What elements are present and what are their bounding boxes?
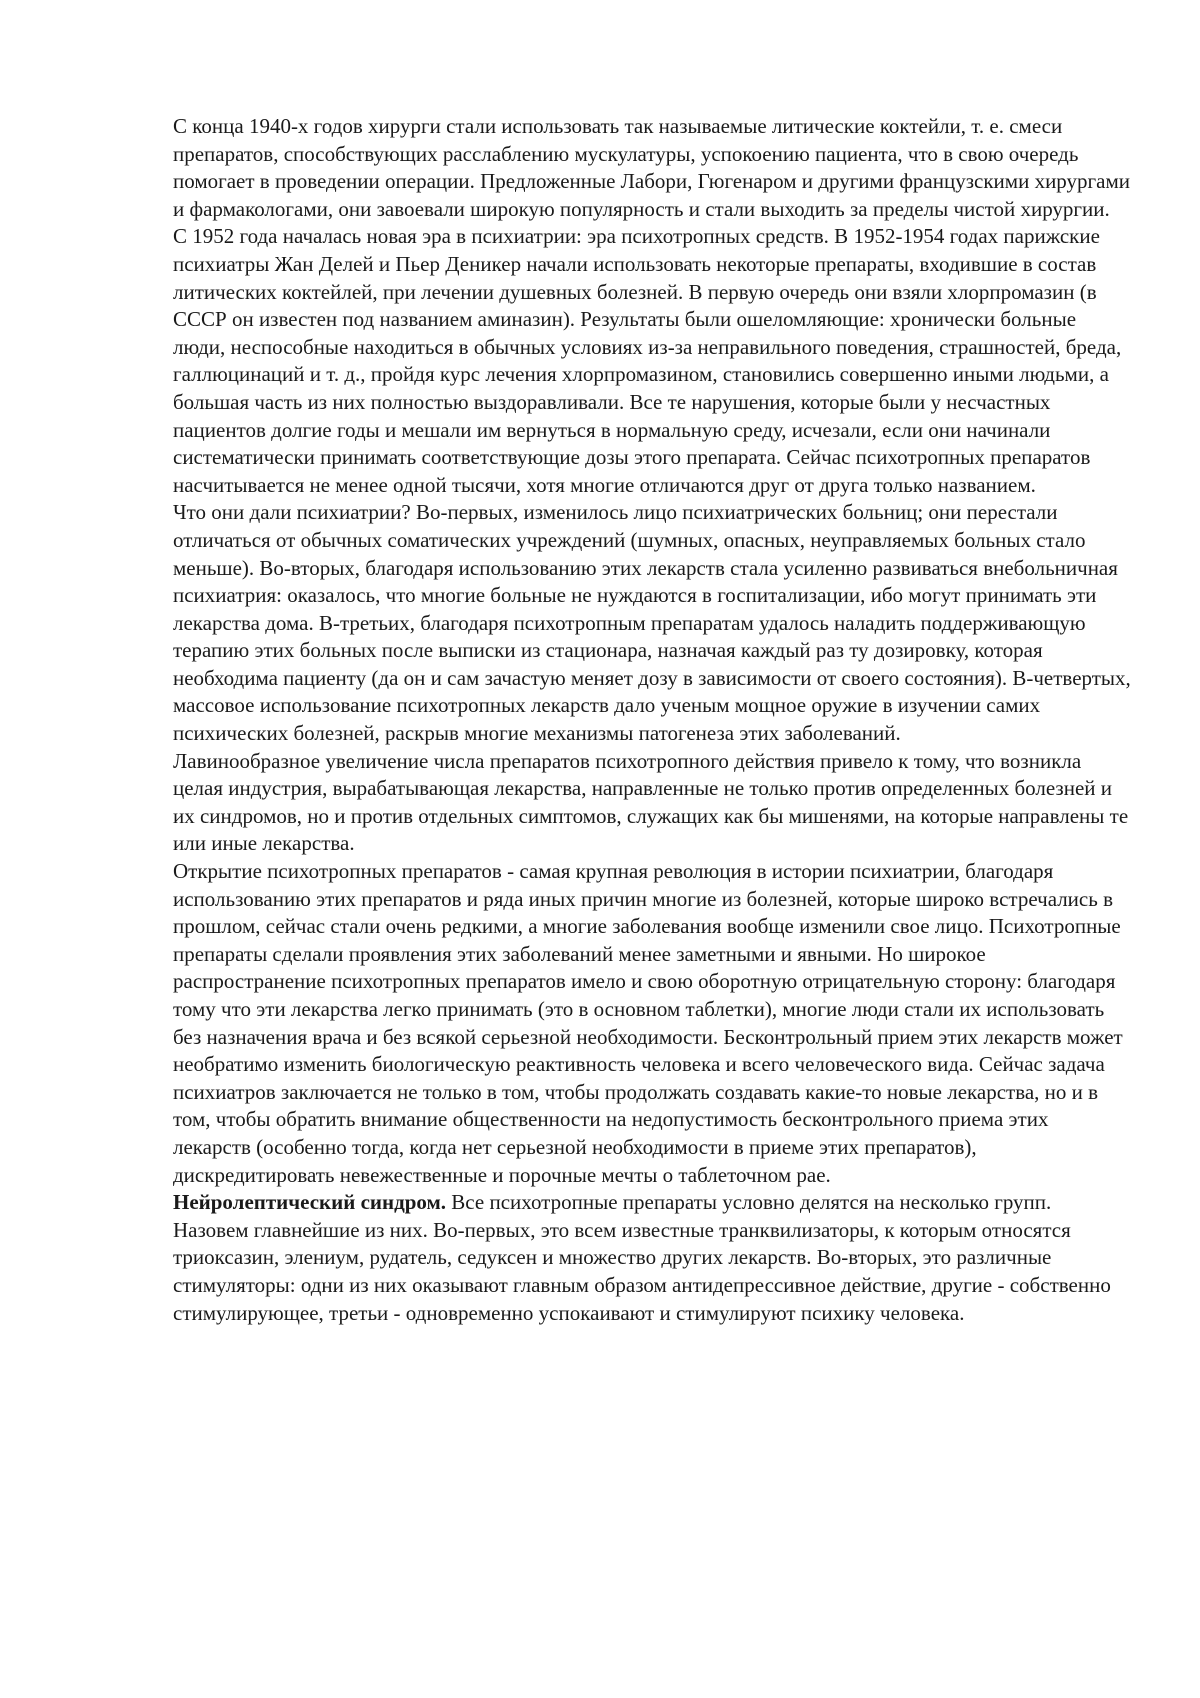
paragraph-industry: Лавинообразное увеличение числа препаратов психотропного действия привело к тому, что возникла целая индустрия, вырабатывающая лекарства, направленные не только против определенных болезней и их синдромов, но и против отдельных симптомов, служащих как бы мишенями, на которые направлены те или иные лекарства. xyxy=(173,748,1129,856)
document-page xyxy=(173,113,1131,1327)
section-heading: Нейролептический синдром. xyxy=(173,1190,447,1215)
paragraph-neuroleptic-syndrome xyxy=(173,1189,1131,1327)
paragraph-impact-on-psychiatry: Что они дали психиатрии? Во-первых, изменилось лицо психиатрических больниц; они перестали отличаться от обычных соматических учреждений (шумных, опасных, неуправляемых больных стало меньше). Во-вторых, благодаря использованию этих лекарств стала усиленно развиваться внебольничная психиатрия: оказалось, что многие больные не нуждаются в госпитализации, ибо могут принимать эти лекарства дома. В-третьих, благодаря психотропным препаратам удалось наладить поддерживающую терапию этих больных после выписки из стационара, назначая каждый раз ту дозировку, которая необходима пациенту (да он и сам зачастую меняет дозу в зависимости от своего состояния). В-четвертых, массовое использование психотропных лекарств дало ученым мощное оружие в изучении самих психических болезней, раскрыв многие механизмы патогенеза этих заболеваний. xyxy=(173,500,1131,746)
paragraph-psychotropic-era: С 1952 года началась новая эра в психиатрии: эра психотропных средств. В 1952-1954 годах парижские психиатры Жан Делей и Пьер Деникер начали использовать некоторые препараты, входившие в состав литических коктейлей, при лечении душевных болезней. В первую очередь они взяли хлорпромазин (в СССР он известен под названием аминазин). Результаты были ошеломляющие: хронически больные люди, неспособные находиться в обычных условиях из-за неправильного поведения, страшностей, бреда, галлюцинаций и т. д., пройдя курс лечения хлорпромазином, становились совершенно иными людьми, а большая часть из них полностью выздоравливали. Все те нарушения, которые были у несчастных пациентов долгие годы и мешали им вернуться в нормальную среду, исчезали, если они начинали систематически принимать соответствующие дозы этого препарата. Сейчас психотропных препаратов насчитывается не менее одной тысячи, хотя многие отличаются друг от друга только названием. xyxy=(173,224,1122,497)
paragraph-revolution: Открытие психотропных препаратов - самая крупная революция в истории психиатрии, благодаря использованию этих препаратов и ряда иных причин многие из болезней, которые широко встречались в прошлом, сейчас стали очень редкими, а многие заболевания вообще изменили свое лицо. Психотропные препараты сделали проявления этих заболеваний менее заметными и явными. Но широкое распространение психотропных препаратов имело и свою оборотную отрицательную сторону: благодаря тому что эти лекарства легко принимать (это в основном таблетки), многие люди стали их использовать без назначения врача и без всякой серьезной необходимости. Бесконтрольный прием этих лекарств может необратимо изменить биологическую реактивность человека и всего человеческого вида. Сейчас задача психиатров заключается не только в том, чтобы продолжать создавать какие-то новые лекарства, но и в том, чтобы обратить внимание общественности на недопустимость бесконтрольного приема этих лекарств (особенно тогда, когда нет серьезной необходимости в приеме этих препаратов), дискредитировать невежественные и порочные мечты о таблеточном рае. xyxy=(173,859,1123,1187)
paragraph-lytic-cocktails: С конца 1940-х годов хирурги стали использовать так называемые литические коктейли, т. е. смеси препаратов, способствующих расслаблению мускулатуры, успокоению пациента, что в свою очередь помогает в проведении операции. Предложенные Лабори, Гюгенаром и другими французскими хирургами и фармакологами, они завоевали широкую популярность и стали выходить за пределы чистой хирургии. xyxy=(173,114,1130,221)
section-text: Все психотропные препараты условно делятся на несколько групп. Назовем главнейшие из них. Во-первых, это всем известные транквилизаторы, к которым относятся триоксазин, элениум, рудатель, седуксен и множество других лекарств. Во-вторых, это различные стимуляторы: одни из них оказывают главным образом антидепрессивное действие, другие - собственно стимулирующее, третьи - одновременно успокаивают и стимулируют психику человека. xyxy=(173,1190,1111,1325)
